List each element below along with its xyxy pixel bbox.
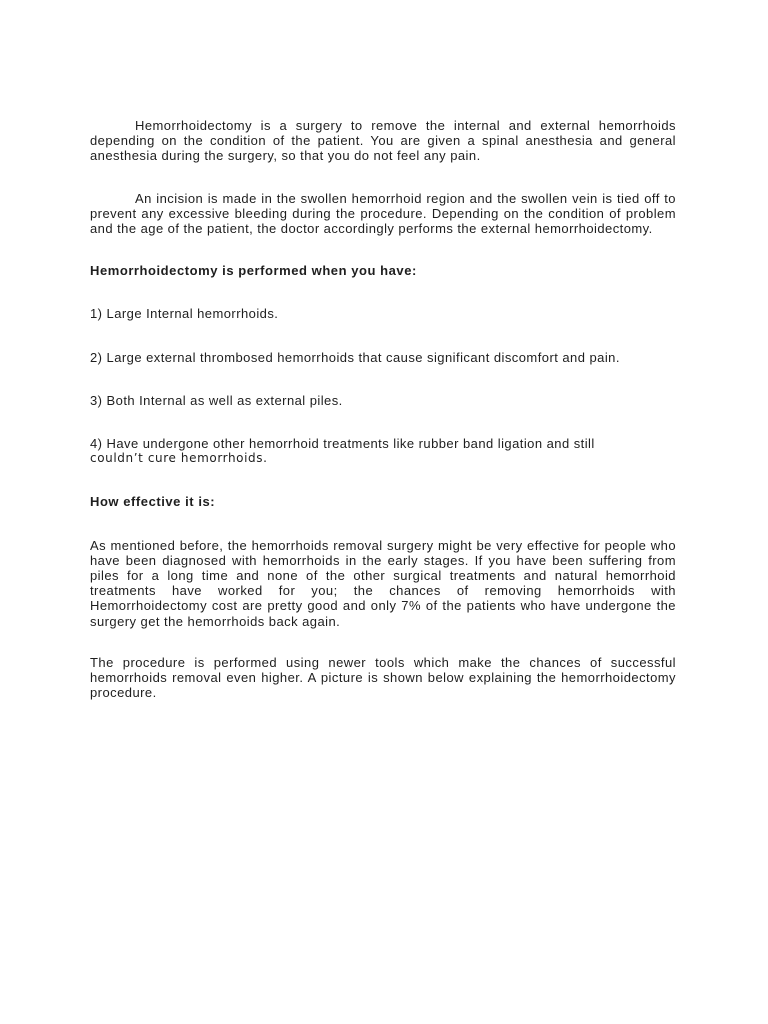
spacer	[90, 466, 676, 494]
spacer	[90, 629, 676, 655]
spacer	[90, 365, 676, 393]
document-body	[90, 118, 676, 700]
effectiveness-paragraph: As mentioned before, the hemorrhoids removal surgery might be very effective for people who have been diagnosed with hemorrhoids in the early stages. If you have been suffering from piles for a long time and none of the other surgical treatments and natural hemorrhoid treatments have worked for you; the chances of removing hemorrhoids with Hemorrhoidectomy cost are pretty good and only 7% of the patients who have undergone the surgery get the hemorrhoids back again.	[90, 537, 676, 629]
spacer	[90, 236, 676, 263]
spacer	[90, 164, 676, 191]
list-item-4	[90, 436, 676, 466]
list-item-1: 1) Large Internal hemorrhoids.	[90, 306, 279, 322]
spacer	[90, 278, 676, 306]
list-item-4-line-2: couldn’t cure hemorrhoids.	[90, 451, 268, 466]
list-item-3: 3) Both Internal as well as external piles.	[90, 392, 343, 408]
spacer	[90, 510, 676, 538]
incision-paragraph: An incision is made in the swollen hemorrhoid region and the swollen vein is tied off to prevent any excessive bleeding during the procedure. Depending on the condition of problem and the age of the patient, the doctor accordingly performs the external hemorrhoidectomy.	[90, 190, 676, 237]
list-item-2: 2) Large external thrombosed hemorrhoids that cause significant discomfort and pain.	[90, 349, 620, 365]
effective-heading: How effective it is:	[90, 494, 216, 510]
intro-paragraph: Hemorrhoidectomy is a surgery to remove the internal and external hemorrhoids depending on the condition of the patient. You are given a spinal anesthesia and general anesthesia during the surgery, so that you do not feel any pain.	[90, 118, 676, 164]
procedure-paragraph: The procedure is performed using newer tools which make the chances of successful hemorrhoids removal even higher. A picture is shown below explaining the hemorrhoidectomy procedure.	[90, 654, 676, 701]
spacer	[90, 322, 676, 350]
spacer	[90, 408, 676, 436]
list-item-4-line-1: 4) Have undergone other hemorrhoid treatments like rubber band ligation and still	[90, 436, 595, 452]
when-heading: Hemorrhoidectomy is performed when you have:	[90, 263, 417, 279]
